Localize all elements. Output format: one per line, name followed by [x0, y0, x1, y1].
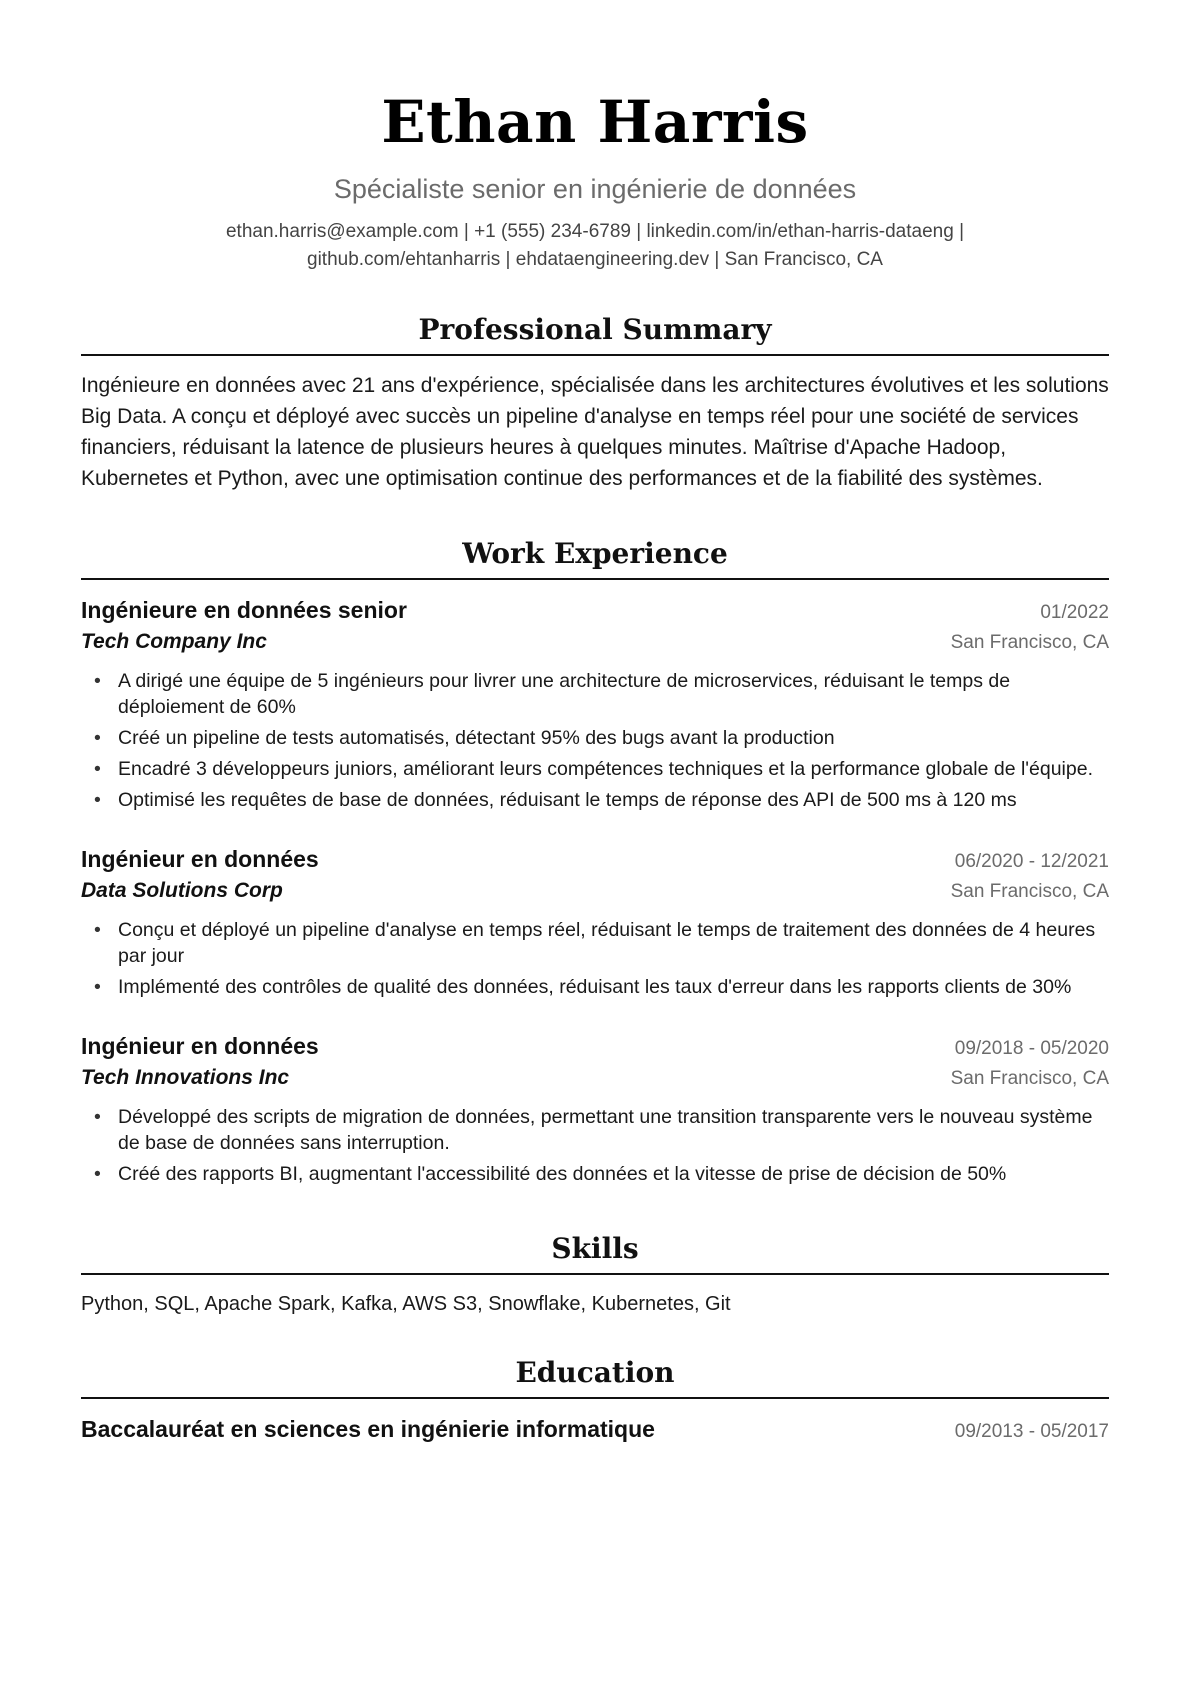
job-dates: 06/2020 - 12/2021 — [954, 851, 1109, 872]
bullet-item: • Optimisé les requêtes de base de données, réduisant le temps de réponse des API de 500 ms à 120 ms — [81, 787, 1109, 813]
summary-heading: Professional Summary — [81, 312, 1109, 356]
summary-text: Ingénieure en données avec 21 ans d'expérience, spécialisée dans les architectures évolutives et les solutions Big Data. A conçu et déployé avec succès un pipeline d'analyse en temps réel pour une société de services financiers, réduisant la latence de plusieurs heures à quelques minutes. Maîtrise d'Apache Hadoop, Kubernetes et Python, avec une optimisation continue des performances et de la fiabilité des systèmes. — [81, 374, 1109, 490]
bullet-item: • Créé un pipeline de tests automatisés, détectant 95% des bugs avant la production — [81, 725, 1109, 751]
contact-line-2: github.com/ehtanharris | ehdataengineering.dev | San Francisco, CA — [307, 249, 883, 270]
education-entry — [81, 1413, 1109, 1445]
summary-section — [81, 312, 1109, 494]
job-header — [81, 594, 1109, 626]
bullet-item: • Encadré 3 développeurs juniors, améliorant leurs compétences techniques et la performance globale de l'équipe. — [81, 756, 1109, 782]
bullet-item: • Créé des rapports BI, augmentant l'accessibilité des données et la vitesse de prise de décision de 50% — [81, 1161, 1109, 1187]
company-name: Data Solutions Corp — [81, 879, 283, 902]
candidate-name: Ethan Harris — [381, 88, 809, 156]
job-entry — [81, 594, 1109, 813]
bullet-item: • A dirigé une équipe de 5 ingénieurs pour livrer une architecture de microservices, réduisant le temps de déploiement de 60% — [81, 668, 1109, 720]
experience-section — [81, 536, 1109, 1187]
education-dates: 09/2013 - 05/2017 — [954, 1421, 1109, 1442]
job-title: Ingénieure en données senior — [81, 597, 407, 623]
education-section — [81, 1355, 1109, 1445]
job-subheader — [81, 875, 1109, 907]
skills-list: Python, SQL, Apache Spark, Kafka, AWS S3, Snowflake, Kubernetes, Git — [81, 1293, 731, 1315]
bullet-item: • Implémenté des contrôles de qualité des données, réduisant les taux d'erreur dans les rapports clients de 30% — [81, 974, 1109, 1000]
job-entry — [81, 843, 1109, 1000]
job-bullets — [81, 1104, 1109, 1187]
company-name: Tech Company Inc — [81, 630, 267, 653]
candidate-headline: Spécialiste senior en ingénierie de données — [333, 174, 857, 204]
job-title: Ingénieur en données — [81, 846, 319, 872]
education-heading: Education — [81, 1355, 1109, 1399]
experience-heading: Work Experience — [81, 536, 1109, 580]
job-location: San Francisco, CA — [950, 1068, 1109, 1089]
job-title: Ingénieur en données — [81, 1033, 319, 1059]
job-entry — [81, 1030, 1109, 1187]
bullet-item: • Développé des scripts de migration de données, permettant une transition transparente vers le nouveau système de base de données sans interruption. — [81, 1104, 1109, 1156]
job-header — [81, 843, 1109, 875]
job-subheader — [81, 626, 1109, 658]
bullet-item: • Conçu et déployé un pipeline d'analyse en temps réel, réduisant le temps de traitement des données de 4 heures par jour — [81, 917, 1109, 969]
degree-title: Baccalauréat en sciences en ingénierie informatique — [81, 1416, 655, 1442]
contact-info — [81, 218, 1109, 274]
job-bullets — [81, 668, 1109, 813]
job-location: San Francisco, CA — [950, 881, 1109, 902]
skills-heading: Skills — [81, 1231, 1109, 1275]
company-name: Tech Innovations Inc — [81, 1066, 290, 1089]
job-header — [81, 1030, 1109, 1062]
skills-section — [81, 1231, 1109, 1319]
job-subheader — [81, 1062, 1109, 1094]
contact-line-1: ethan.harris@example.com | +1 (555) 234-6789 | linkedin.com/in/ethan-harris-dataeng | — [225, 221, 965, 242]
job-dates: 01/2022 — [1040, 602, 1109, 623]
job-bullets — [81, 917, 1109, 1000]
job-dates: 09/2018 - 05/2020 — [954, 1038, 1109, 1059]
job-location: San Francisco, CA — [950, 632, 1109, 653]
resume-header — [81, 0, 1109, 274]
